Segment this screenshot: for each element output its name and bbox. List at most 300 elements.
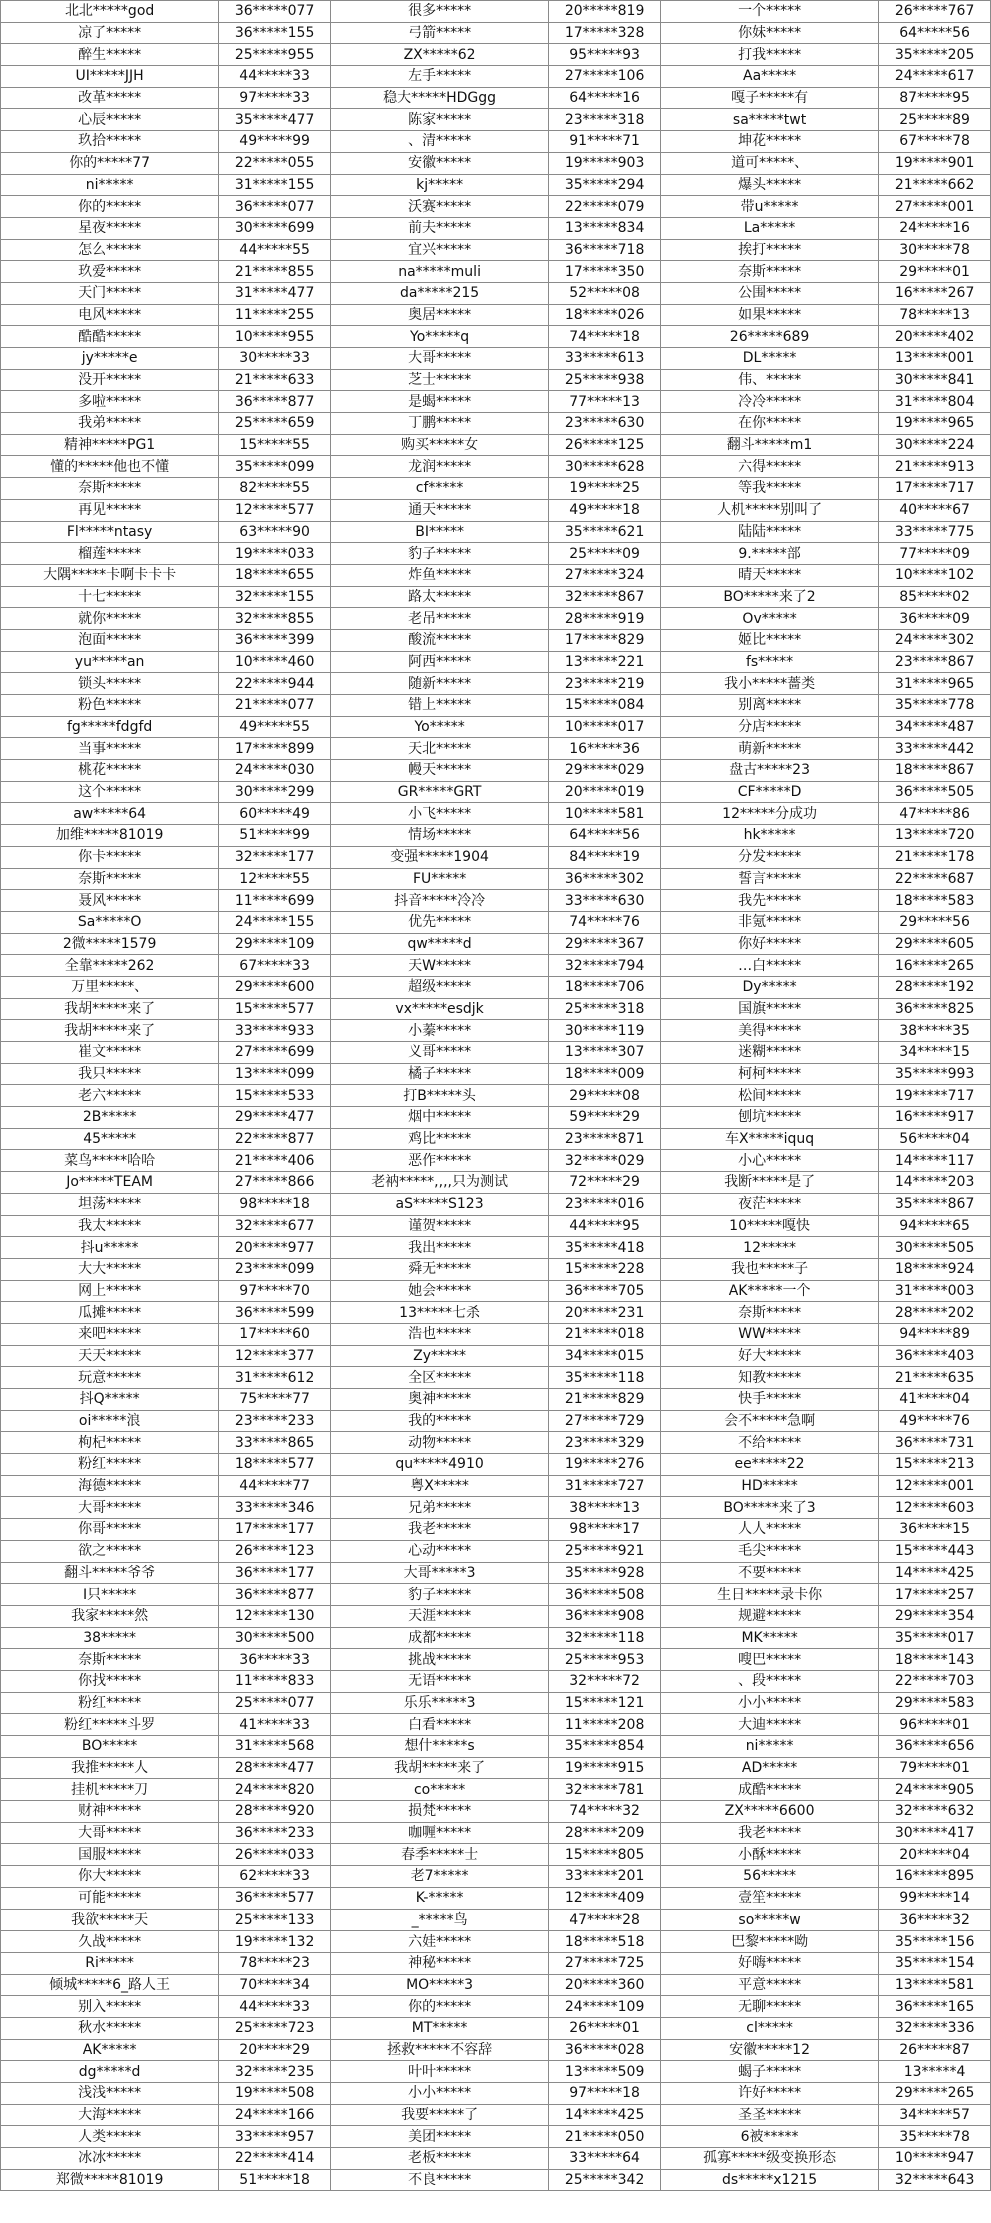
table-row (1, 2104, 991, 2126)
phone-cell: 31*****727 (549, 1475, 661, 1497)
phone-cell: 17*****717 (879, 478, 991, 500)
phone-cell: 29*****605 (879, 933, 991, 955)
nickname-cell: 可能***** (1, 1887, 219, 1909)
nickname-cell: 你的***** (1, 196, 219, 218)
table-row (1, 1584, 991, 1606)
nickname-cell: …白***** (660, 955, 878, 977)
phone-cell: 82*****55 (219, 478, 331, 500)
phone-cell: 44*****33 (219, 66, 331, 88)
phone-cell: 99*****14 (879, 1887, 991, 1909)
nickname-cell: fs***** (660, 651, 878, 673)
nickname-cell: 许好***** (660, 2083, 878, 2105)
phone-cell: 10*****947 (879, 2148, 991, 2170)
table-row (1, 781, 991, 803)
nickname-cell: 奈斯***** (1, 868, 219, 890)
phone-cell: 27*****725 (549, 1952, 661, 1974)
phone-cell: 10*****017 (549, 716, 661, 738)
nickname-cell: qu*****4910 (330, 1454, 548, 1476)
table-row (1, 868, 991, 890)
phone-cell: 14*****203 (879, 1172, 991, 1194)
phone-cell: 36*****403 (879, 1345, 991, 1367)
nickname-cell: 天W***** (330, 955, 548, 977)
phone-cell: 24*****109 (549, 1996, 661, 2018)
phone-cell: 98*****17 (549, 1519, 661, 1541)
phone-cell: 36*****165 (879, 1996, 991, 2018)
nickname-cell: Yo***** (330, 716, 548, 738)
nickname-cell: 壹笙***** (660, 1887, 878, 1909)
phone-cell: 52*****08 (549, 282, 661, 304)
nickname-cell: 生日*****录卡你 (660, 1584, 878, 1606)
nickname-cell: 在你***** (660, 413, 878, 435)
nickname-cell: 想什*****s (330, 1736, 548, 1758)
nickname-cell: UI*****JJH (1, 66, 219, 88)
nickname-cell: 路太***** (330, 586, 548, 608)
table-row (1, 131, 991, 153)
nickname-cell: 你哥***** (1, 1519, 219, 1541)
nickname-cell: 会不*****急啊 (660, 1410, 878, 1432)
phone-cell: 23*****233 (219, 1410, 331, 1432)
table-row (1, 629, 991, 651)
table-row (1, 1540, 991, 1562)
nickname-cell: 别离***** (660, 695, 878, 717)
phone-cell: 34*****487 (879, 716, 991, 738)
nickname-cell: 超级***** (330, 976, 548, 998)
table-row (1, 1475, 991, 1497)
nickname-cell: 45***** (1, 1128, 219, 1150)
nickname-cell: 夜茫***** (660, 1193, 878, 1215)
phone-cell: 41*****04 (879, 1389, 991, 1411)
phone-cell: 29*****600 (219, 976, 331, 998)
nickname-cell: 春季*****士 (330, 1844, 548, 1866)
nickname-cell: 粉红***** (1, 1454, 219, 1476)
nickname-cell: ZX*****6600 (660, 1801, 878, 1823)
phone-cell: 24*****166 (219, 2104, 331, 2126)
nickname-cell: 我胡*****来了 (330, 1757, 548, 1779)
nickname-cell: 六娃***** (330, 1931, 548, 1953)
nickname-cell: 醉生***** (1, 44, 219, 66)
nickname-cell: 这个***** (1, 781, 219, 803)
phone-cell: 35*****867 (879, 1193, 991, 1215)
phone-cell: 27*****866 (219, 1172, 331, 1194)
phone-cell: 97*****70 (219, 1280, 331, 1302)
phone-cell: 70*****34 (219, 1974, 331, 1996)
table-row (1, 1605, 991, 1627)
phone-cell: 28*****920 (219, 1801, 331, 1823)
nickname-cell: 奈斯***** (660, 261, 878, 283)
phone-cell: 29*****109 (219, 933, 331, 955)
phone-cell: 12*****130 (219, 1605, 331, 1627)
table-row (1, 1345, 991, 1367)
nickname-cell: 你的*****77 (1, 152, 219, 174)
phone-cell: 36*****155 (219, 22, 331, 44)
nickname-cell: 我要*****了 (330, 2104, 548, 2126)
nickname-cell: 姬比***** (660, 629, 878, 651)
nickname-cell: 我只***** (1, 1063, 219, 1085)
nickname-cell: 不要***** (660, 1562, 878, 1584)
phone-cell: 94*****89 (879, 1323, 991, 1345)
nickname-cell: 奥神***** (330, 1389, 548, 1411)
table-row (1, 1, 991, 23)
nickname-cell: 谨贺***** (330, 1215, 548, 1237)
nickname-cell: qw*****d (330, 933, 548, 955)
phone-cell: 19*****901 (879, 152, 991, 174)
nickname-cell: 美团***** (330, 2126, 548, 2148)
phone-cell: 19*****25 (549, 478, 661, 500)
phone-cell: 13*****509 (549, 2061, 661, 2083)
nickname-cell: 桃花***** (1, 760, 219, 782)
phone-cell: 13*****099 (219, 1063, 331, 1085)
nickname-cell: cl***** (660, 2017, 878, 2039)
table-row (1, 933, 991, 955)
phone-cell: 26*****01 (549, 2017, 661, 2039)
phone-cell: 74*****32 (549, 1801, 661, 1823)
nickname-cell: 天涯***** (330, 1605, 548, 1627)
phone-cell: 25*****318 (549, 998, 661, 1020)
phone-cell: 10*****460 (219, 651, 331, 673)
nickname-cell: Dy***** (660, 976, 878, 998)
phone-cell: 26*****125 (549, 434, 661, 456)
phone-cell: 28*****192 (879, 976, 991, 998)
phone-cell: 35*****156 (879, 1931, 991, 1953)
nickname-cell: 聂风***** (1, 890, 219, 912)
phone-cell: 23*****867 (879, 651, 991, 673)
nickname-cell: 大哥***** (330, 348, 548, 370)
nickname-cell: 嗖巴***** (660, 1649, 878, 1671)
phone-cell: 33*****613 (549, 348, 661, 370)
phone-cell: 20*****04 (879, 1844, 991, 1866)
nickname-cell: 冰冰***** (1, 2148, 219, 2170)
phone-cell: 28*****919 (549, 608, 661, 630)
nickname-cell: 左手***** (330, 66, 548, 88)
phone-cell: 28*****209 (549, 1822, 661, 1844)
phone-cell: 23*****871 (549, 1128, 661, 1150)
nickname-cell: Jo*****TEAM (1, 1172, 219, 1194)
phone-cell: 19*****276 (549, 1454, 661, 1476)
nickname-cell: 小小***** (330, 2083, 548, 2105)
nickname-cell: ni***** (660, 1736, 878, 1758)
phone-cell: 23*****329 (549, 1432, 661, 1454)
phone-cell: 12*****001 (879, 1475, 991, 1497)
nickname-cell: 财神***** (1, 1801, 219, 1823)
nickname-cell: 老7***** (330, 1866, 548, 1888)
phone-cell: 35*****477 (219, 109, 331, 131)
phone-cell: 36*****577 (219, 1887, 331, 1909)
phone-cell: 13*****4 (879, 2061, 991, 2083)
phone-cell: 36*****505 (879, 781, 991, 803)
phone-cell: 35*****621 (549, 521, 661, 543)
nickname-cell: 我老***** (330, 1519, 548, 1541)
nickname-cell: 弓箭***** (330, 22, 548, 44)
table-row (1, 413, 991, 435)
phone-cell: 19*****033 (219, 543, 331, 565)
nickname-cell: 酸流***** (330, 629, 548, 651)
nickname-cell: fg*****fdgfd (1, 716, 219, 738)
phone-cell: 32*****118 (549, 1627, 661, 1649)
phone-cell: 16*****917 (879, 1107, 991, 1129)
phone-cell: 49*****18 (549, 499, 661, 521)
nickname-cell: 神秘***** (330, 1952, 548, 1974)
nickname-cell: 车X*****iquq (660, 1128, 878, 1150)
phone-cell: 21*****855 (219, 261, 331, 283)
nickname-cell: BO***** (1, 1736, 219, 1758)
phone-cell: 98*****18 (219, 1193, 331, 1215)
phone-cell: 29*****367 (549, 933, 661, 955)
nickname-cell: hk***** (660, 825, 878, 847)
phone-cell: 31*****612 (219, 1367, 331, 1389)
nickname-cell: 柯柯***** (660, 1063, 878, 1085)
nickname-cell: 、清***** (330, 131, 548, 153)
nickname-cell: 锁头***** (1, 673, 219, 695)
table-row (1, 1367, 991, 1389)
nickname-cell: 粉红*****斗罗 (1, 1714, 219, 1736)
phone-cell: 35*****017 (879, 1627, 991, 1649)
phone-cell: 91*****71 (549, 131, 661, 153)
nickname-cell: 兄弟***** (330, 1497, 548, 1519)
nickname-cell: 奥居***** (330, 304, 548, 326)
table-row (1, 1801, 991, 1823)
nickname-cell: kj***** (330, 174, 548, 196)
nickname-cell: 豹子***** (330, 543, 548, 565)
nickname-cell: Sa*****O (1, 911, 219, 933)
table-row (1, 2061, 991, 2083)
nickname-cell: sa*****twt (660, 109, 878, 131)
phone-cell: 32*****643 (879, 2169, 991, 2191)
phone-cell: 24*****617 (879, 66, 991, 88)
table-row (1, 564, 991, 586)
nickname-cell: 情场***** (330, 825, 548, 847)
nickname-cell: 大哥***** (1, 1497, 219, 1519)
phone-cell: 19*****915 (549, 1757, 661, 1779)
phone-cell: 18*****143 (879, 1649, 991, 1671)
nickname-cell: 巴黎*****呦 (660, 1931, 878, 1953)
nickname-cell: 知教***** (660, 1367, 878, 1389)
phone-cell: 17*****350 (549, 261, 661, 283)
phone-cell: 17*****899 (219, 738, 331, 760)
nickname-cell: 变强*****1904 (330, 846, 548, 868)
phone-cell: 18*****026 (549, 304, 661, 326)
phone-cell: 36*****09 (879, 608, 991, 630)
phone-cell: 33*****201 (549, 1866, 661, 1888)
nickname-cell: 很多***** (330, 1, 548, 23)
nickname-cell: 人机*****别叫了 (660, 499, 878, 521)
phone-cell: 12*****577 (219, 499, 331, 521)
nickname-cell: 挨打***** (660, 239, 878, 261)
phone-cell: 29*****08 (549, 1085, 661, 1107)
phone-cell: 32*****72 (549, 1670, 661, 1692)
phone-cell: 32*****177 (219, 846, 331, 868)
phone-cell: 34*****015 (549, 1345, 661, 1367)
phone-cell: 30*****699 (219, 217, 331, 239)
nickname-cell: 榴莲***** (1, 543, 219, 565)
nickname-cell: dg*****d (1, 2061, 219, 2083)
nickname-cell: 9.*****部 (660, 543, 878, 565)
phone-cell: 95*****93 (549, 44, 661, 66)
phone-cell: 22*****687 (879, 868, 991, 890)
nickname-cell: 天北***** (330, 738, 548, 760)
table-row (1, 348, 991, 370)
nickname-cell: 迷糊***** (660, 1042, 878, 1064)
nickname-cell: 六得***** (660, 456, 878, 478)
nickname-cell: 大大***** (1, 1258, 219, 1280)
nickname-cell: 不良***** (330, 2169, 548, 2191)
phone-cell: 15*****533 (219, 1085, 331, 1107)
nickname-cell: 白看***** (330, 1714, 548, 1736)
phone-cell: 36*****825 (879, 998, 991, 1020)
table-row (1, 1237, 991, 1259)
phone-cell: 24*****302 (879, 629, 991, 651)
nickname-cell: 万里*****、 (1, 976, 219, 998)
nickname-cell: 安徽***** (330, 152, 548, 174)
nickname-cell: 你的***** (330, 1996, 548, 2018)
nickname-cell: 前夫***** (330, 217, 548, 239)
table-row (1, 1042, 991, 1064)
phone-cell: 14*****425 (549, 2104, 661, 2126)
nickname-cell: 我欲*****天 (1, 1909, 219, 1931)
phone-cell: 64*****16 (549, 87, 661, 109)
table-row (1, 521, 991, 543)
table-row (1, 1779, 991, 1801)
table-row (1, 1302, 991, 1324)
nickname-cell: La***** (660, 217, 878, 239)
phone-cell: 24*****155 (219, 911, 331, 933)
nickname-cell: 倾城*****6_路人王 (1, 1974, 219, 1996)
nickname-cell: 浩也***** (330, 1323, 548, 1345)
phone-cell: 77*****13 (549, 391, 661, 413)
phone-cell: 18*****867 (879, 760, 991, 782)
phone-cell: 10*****955 (219, 326, 331, 348)
phone-cell: 26*****123 (219, 1540, 331, 1562)
table-row (1, 1996, 991, 2018)
nickname-cell: 凉了***** (1, 22, 219, 44)
nickname-cell: 阿西***** (330, 651, 548, 673)
phone-cell: 49*****55 (219, 716, 331, 738)
nickname-cell: 无聊***** (660, 1996, 878, 2018)
phone-cell: 32*****867 (549, 586, 661, 608)
nickname-cell: 购买*****女 (330, 434, 548, 456)
phone-cell: 22*****944 (219, 673, 331, 695)
table-row (1, 196, 991, 218)
phone-cell: 11*****255 (219, 304, 331, 326)
phone-cell: 35*****154 (879, 1952, 991, 1974)
phone-cell: 34*****15 (879, 1042, 991, 1064)
phone-cell: 33*****442 (879, 738, 991, 760)
phone-cell: 64*****56 (549, 825, 661, 847)
nickname-cell: 打我***** (660, 44, 878, 66)
nickname-cell: 来吧***** (1, 1323, 219, 1345)
phone-cell: 30*****841 (879, 369, 991, 391)
phone-cell: 16*****895 (879, 1866, 991, 1888)
phone-cell: 15*****577 (219, 998, 331, 1020)
nickname-cell: 誓言***** (660, 868, 878, 890)
phone-cell: 20*****019 (549, 781, 661, 803)
nickname-cell: 稳大*****HDGgg (330, 87, 548, 109)
nickname-cell: Aa***** (660, 66, 878, 88)
phone-cell: 16*****267 (879, 282, 991, 304)
phone-cell: 18*****924 (879, 1258, 991, 1280)
nickname-cell: 小蓁***** (330, 1020, 548, 1042)
phone-cell: 15*****121 (549, 1692, 661, 1714)
nickname-cell: Ri***** (1, 1952, 219, 1974)
nickname-cell: 粉红***** (1, 1692, 219, 1714)
phone-cell: 17*****177 (219, 1519, 331, 1541)
nickname-cell: Fl*****ntasy (1, 521, 219, 543)
nickname-cell: 如果***** (660, 304, 878, 326)
nickname-cell: cf***** (330, 478, 548, 500)
phone-cell: 36*****705 (549, 1280, 661, 1302)
phone-cell: 12*****603 (879, 1497, 991, 1519)
nickname-cell: yu*****an (1, 651, 219, 673)
phone-cell: 17*****60 (219, 1323, 331, 1345)
phone-cell: 25*****723 (219, 2017, 331, 2039)
table-row (1, 239, 991, 261)
table-row (1, 304, 991, 326)
table-row (1, 217, 991, 239)
nickname-cell: 豹子***** (330, 1584, 548, 1606)
nickname-cell: 浅浅***** (1, 2083, 219, 2105)
nickname-cell: 久战***** (1, 1931, 219, 1953)
phone-cell: 26*****87 (879, 2039, 991, 2061)
nickname-cell: Ov***** (660, 608, 878, 630)
phone-cell: 30*****224 (879, 434, 991, 456)
nickname-cell: 拯救*****不容辞 (330, 2039, 548, 2061)
phone-cell: 32*****155 (219, 586, 331, 608)
table-row (1, 391, 991, 413)
nickname-cell: 海德***** (1, 1475, 219, 1497)
nickname-cell: 10*****嘎快 (660, 1215, 878, 1237)
phone-cell: 49*****76 (879, 1410, 991, 1432)
table-row (1, 66, 991, 88)
phone-cell: 35*****78 (879, 2126, 991, 2148)
phone-cell: 44*****95 (549, 1215, 661, 1237)
phone-cell: 17*****257 (879, 1584, 991, 1606)
phone-cell: 64*****56 (879, 22, 991, 44)
nickname-cell: 孤寡*****级变换形态 (660, 2148, 878, 2170)
phone-cell: 36*****599 (219, 1302, 331, 1324)
phone-cell: 35*****854 (549, 1736, 661, 1758)
nickname-cell: 蝎子***** (660, 2061, 878, 2083)
nickname-cell: 人人***** (660, 1519, 878, 1541)
phone-cell: 41*****33 (219, 1714, 331, 1736)
table-row (1, 1931, 991, 1953)
phone-cell: 78*****13 (879, 304, 991, 326)
phone-cell: 67*****33 (219, 955, 331, 977)
phone-cell: 30*****500 (219, 1627, 331, 1649)
nickname-cell: BI***** (330, 521, 548, 543)
nickname-cell: 义哥***** (330, 1042, 548, 1064)
table-row (1, 738, 991, 760)
nickname-cell: 玖拾***** (1, 131, 219, 153)
nickname-cell: 小酥***** (660, 1844, 878, 1866)
phone-cell: 36*****33 (219, 1649, 331, 1671)
phone-cell: 63*****90 (219, 521, 331, 543)
nickname-cell: 枸杞***** (1, 1432, 219, 1454)
table-row (1, 543, 991, 565)
phone-cell: 21*****406 (219, 1150, 331, 1172)
phone-cell: 14*****425 (879, 1562, 991, 1584)
phone-cell: 21*****077 (219, 695, 331, 717)
nickname-cell: 欲之***** (1, 1540, 219, 1562)
phone-cell: 21*****829 (549, 1389, 661, 1411)
table-row (1, 1432, 991, 1454)
phone-cell: 17*****328 (549, 22, 661, 44)
table-row (1, 1258, 991, 1280)
nickname-cell: 泡面***** (1, 629, 219, 651)
phone-cell: 16*****36 (549, 738, 661, 760)
phone-cell: 20*****29 (219, 2039, 331, 2061)
table-row (1, 1822, 991, 1844)
table-row (1, 825, 991, 847)
nickname-cell: 加维*****81019 (1, 825, 219, 847)
